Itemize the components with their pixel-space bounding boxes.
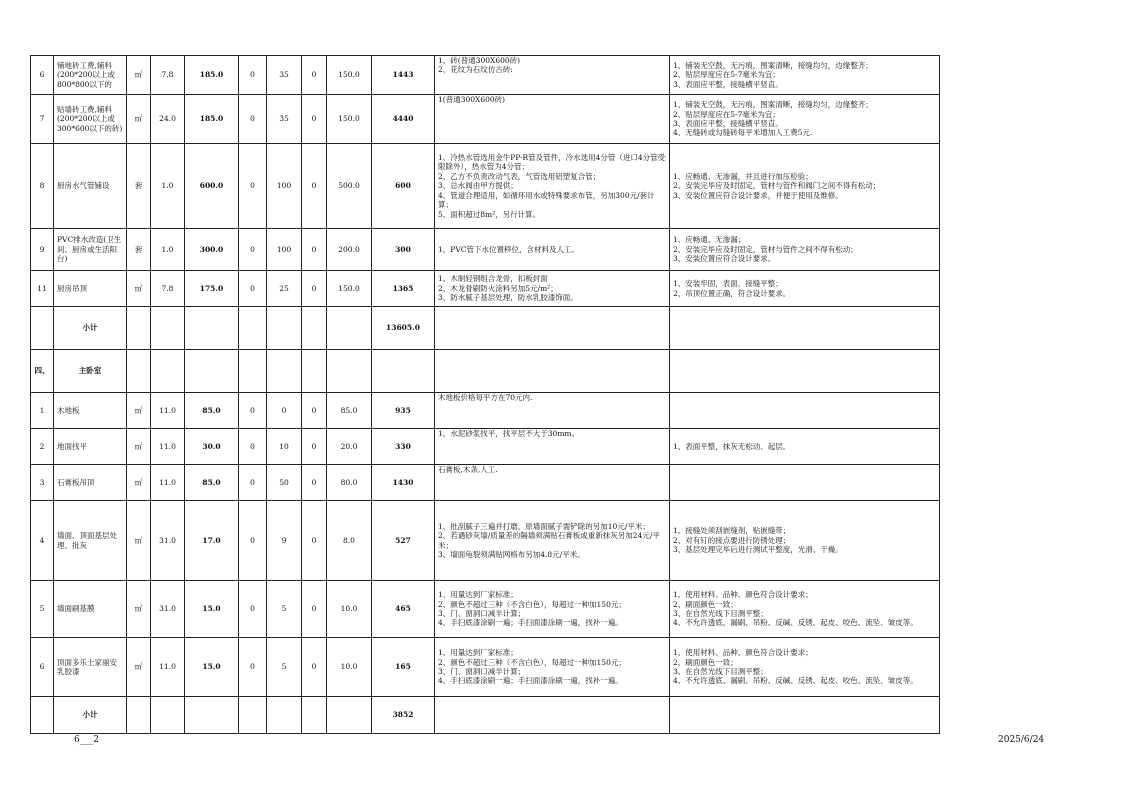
quality-standard: 1、使用材料、品种、颜色符合设计要求； 2、刷面颜色一致； 3、在自然光线下目测平整； 4、不允许透底、漏刷、吊粉、反碱、反锈、起皮、咬色、流坠、皱皮等。 xyxy=(670,581,940,638)
quantity-cell: 11.0 xyxy=(151,638,185,697)
cost-col-4: 150.0 xyxy=(327,56,372,95)
unit-price-cell: 600.0 xyxy=(185,144,239,229)
material-description: 1、水泥砂浆找平，找平层不大于30mm。 xyxy=(435,429,670,465)
unit-price-cell: 15.0 xyxy=(185,581,239,638)
blank-cell xyxy=(267,307,302,350)
subtotal-value: 13605.0 xyxy=(372,307,435,350)
cost-col-2: 35 xyxy=(267,56,302,95)
item-name: 墙面、顶面基层处理、批灰 xyxy=(54,501,127,581)
item-name: 木地板 xyxy=(54,393,127,429)
quality-standard: 1、铺装无空鼓，无污痕，图案清晰，接缝均匀，边缘整齐； 2、贴层厚度应在5-7毫米为宜； 3、表面应平整，接缝横平竖直。 xyxy=(670,56,940,95)
blank-cell xyxy=(267,350,302,393)
unit-cell: ㎡ xyxy=(127,429,151,465)
item-name: 厨房吊顶 xyxy=(54,271,127,307)
table-row xyxy=(31,638,940,697)
print-date: 2025/6/24 xyxy=(998,735,1045,745)
quality-standard: 1、表面平整，抹灰无松动、起层。 xyxy=(670,429,940,465)
row-number: 6 xyxy=(31,638,54,697)
unit-price-cell: 185.0 xyxy=(185,95,239,144)
section-title: 主卧室 xyxy=(54,350,127,393)
blank-cell xyxy=(435,350,670,393)
cost-col-4: 10.0 xyxy=(327,581,372,638)
table-row xyxy=(31,56,940,95)
item-name: 地面找平 xyxy=(54,429,127,465)
quality-standard: 1、应畅通、无渗漏； 2、安装完毕应及时固定，管材与管件之间不得有松动； 3、安装位置应符合设计要求。 xyxy=(670,229,940,271)
subtotal-label: 小计 xyxy=(54,307,127,350)
cost-col-2: 25 xyxy=(267,271,302,307)
total-cell: 330 xyxy=(372,429,435,465)
row-number: 9 xyxy=(31,229,54,271)
quantity-cell: 24.0 xyxy=(151,95,185,144)
quantity-cell: 1.0 xyxy=(151,144,185,229)
table-row xyxy=(31,229,940,271)
cost-col-3: 0 xyxy=(302,429,327,465)
row-number: 8 xyxy=(31,144,54,229)
total-cell: 300 xyxy=(372,229,435,271)
quality-standard: 1、应畅通、无渗漏，并且进行加压检验； 2、安装完毕应及时固定，管材与管件和阀门之间不得有松动； 3、安装位置应符合设计要求，并便于使用及维修。 xyxy=(670,144,940,229)
unit-price-cell: 15.0 xyxy=(185,638,239,697)
quality-standard xyxy=(670,465,940,501)
quantity-cell: 7.8 xyxy=(151,271,185,307)
cost-col-4: 20.0 xyxy=(327,429,372,465)
section-number: 四、 xyxy=(31,350,54,393)
material-description: 1(普通300X600砖) xyxy=(435,95,670,144)
quantity-cell: 11.0 xyxy=(151,465,185,501)
blank-cell xyxy=(670,350,940,393)
cost-col-1: 0 xyxy=(239,638,267,697)
blank-cell xyxy=(372,350,435,393)
blank-cell xyxy=(435,307,670,350)
quality-standard: 1、安装牢固，表面、接缝平整； 2、吊顶位置正确，符合设计要求。 xyxy=(670,271,940,307)
item-name: 厨房水气管铺设 xyxy=(54,144,127,229)
cost-col-2: 10 xyxy=(267,429,302,465)
row-number: 1 xyxy=(31,393,54,429)
blank-cell xyxy=(151,307,185,350)
cost-col-3: 0 xyxy=(302,144,327,229)
unit-cell: 套 xyxy=(127,229,151,271)
subtotal-value: 3852 xyxy=(372,697,435,734)
unit-cell: ㎡ xyxy=(127,465,151,501)
cost-col-1: 0 xyxy=(239,465,267,501)
material-description: 1、冷热水管选用金牛PP-R管及管件，冷水选用4分管（进口4分管受限除外），热水管为4分管； 2、乙方不负责改动气表，气管选用铝塑复合管； 3、总水阀由甲方提供； 4、管道合理适用，如循环用水或特殊要求布管，另加300元/套计算； 5、面积超过8m²，另行计算。 xyxy=(435,144,670,229)
cost-col-1: 0 xyxy=(239,393,267,429)
row-number: 7 xyxy=(31,95,54,144)
row-number: 6 xyxy=(31,56,54,95)
blank-cell xyxy=(185,697,239,734)
blank-cell xyxy=(327,350,372,393)
blank-cell xyxy=(239,350,267,393)
total-cell: 1430 xyxy=(372,465,435,501)
material-description: 石膏板,木条,人工. xyxy=(435,465,670,501)
subtotal-row xyxy=(31,697,940,734)
blank-cell xyxy=(127,697,151,734)
quantity-cell: 31.0 xyxy=(151,581,185,638)
table-row xyxy=(31,501,940,581)
cost-col-3: 0 xyxy=(302,271,327,307)
cost-col-3: 0 xyxy=(302,95,327,144)
page-number: 6___2 xyxy=(74,735,99,745)
blank-cell xyxy=(239,697,267,734)
cost-col-2: 50 xyxy=(267,465,302,501)
blank-cell xyxy=(151,697,185,734)
cost-col-2: 5 xyxy=(267,638,302,697)
cost-col-2: 100 xyxy=(267,229,302,271)
unit-price-cell: 85.0 xyxy=(185,393,239,429)
quantity-cell: 11.0 xyxy=(151,429,185,465)
quotation-table xyxy=(30,55,940,734)
cost-col-1: 0 xyxy=(239,581,267,638)
cost-col-1: 0 xyxy=(239,95,267,144)
cost-col-3: 0 xyxy=(302,229,327,271)
table-row xyxy=(31,271,940,307)
row-number: 2 xyxy=(31,429,54,465)
blank-cell xyxy=(127,307,151,350)
section-row xyxy=(31,350,940,393)
cost-col-4: 10.0 xyxy=(327,638,372,697)
material-description: 1、批刮腻子三遍并打磨，原墙面腻子需铲除的另加10元/平米； 2、若遇砂灰墙/质量差的隔墙须满贴石膏板或重新抹灰另加24元/平米； 3、墙面龟裂须满贴网格布另加4.8元/平米。 xyxy=(435,501,670,581)
unit-cell: ㎡ xyxy=(127,581,151,638)
cost-col-3: 0 xyxy=(302,581,327,638)
unit-cell: ㎡ xyxy=(127,271,151,307)
item-name: 墙面刷基膜 xyxy=(54,581,127,638)
item-name: 石膏板吊顶 xyxy=(54,465,127,501)
cost-col-3: 0 xyxy=(302,56,327,95)
unit-price-cell: 30.0 xyxy=(185,429,239,465)
total-cell: 1365 xyxy=(372,271,435,307)
total-cell: 165 xyxy=(372,638,435,697)
unit-cell: ㎡ xyxy=(127,393,151,429)
blank-cell xyxy=(670,697,940,734)
quality-standard xyxy=(670,393,940,429)
blank-cell xyxy=(302,697,327,734)
blank-cell xyxy=(302,307,327,350)
total-cell: 527 xyxy=(372,501,435,581)
quantity-cell: 7.8 xyxy=(151,56,185,95)
unit-cell: ㎡ xyxy=(127,56,151,95)
unit-cell: ㎡ xyxy=(127,501,151,581)
quantity-cell: 11.0 xyxy=(151,393,185,429)
cost-col-1: 0 xyxy=(239,144,267,229)
row-number: 3 xyxy=(31,465,54,501)
quality-standard: 1、铺装无空鼓，无污痕，图案清晰，接缝均匀，边缘整齐； 2、贴层厚度应在5-7毫米为宜； 3、表面应平整，接缝横平竖直。 4、无缝砖或勾缝砖每平米增加人工费5元. xyxy=(670,95,940,144)
table-row xyxy=(31,393,940,429)
unit-cell: 套 xyxy=(127,144,151,229)
cost-col-1: 0 xyxy=(239,271,267,307)
cost-col-2: 100 xyxy=(267,144,302,229)
cost-col-4: 500.0 xyxy=(327,144,372,229)
material-description: 1、木制轻钢组合龙骨，扣板封面 2、木龙骨刷防火涂料另加5元/m²； 3、防水腻子基层处理，防水乳胶漆饰面。 xyxy=(435,271,670,307)
unit-price-cell: 175.0 xyxy=(185,271,239,307)
table-row xyxy=(31,95,940,144)
cost-col-4: 85.0 xyxy=(327,393,372,429)
quality-standard: 1、使用材料、品种、颜色符合设计要求； 2、刷面颜色一致； 3、在自然光线下目测平整； 4、不允许透底、漏刷、吊粉、反碱、反锈、起皮、咬色、流坠、皱皮等。 xyxy=(670,638,940,697)
row-number: 5 xyxy=(31,581,54,638)
table-row xyxy=(31,581,940,638)
blank-cell xyxy=(302,350,327,393)
table-row xyxy=(31,429,940,465)
total-cell: 4440 xyxy=(372,95,435,144)
total-cell: 935 xyxy=(372,393,435,429)
table-row xyxy=(31,144,940,229)
blank-cell xyxy=(435,697,670,734)
blank-cell xyxy=(670,307,940,350)
quantity-cell: 1.0 xyxy=(151,229,185,271)
unit-price-cell: 85.0 xyxy=(185,465,239,501)
quantity-cell: 31.0 xyxy=(151,501,185,581)
material-description: 1、PVC管下水位置移位，含材料及人工。 xyxy=(435,229,670,271)
blank-cell xyxy=(185,350,239,393)
cost-col-4: 150.0 xyxy=(327,271,372,307)
unit-cell: ㎡ xyxy=(127,638,151,697)
row-number: 11 xyxy=(31,271,54,307)
blank-cell xyxy=(185,307,239,350)
cost-col-3: 0 xyxy=(302,638,327,697)
material-description: 木地板价格每平方在70元内. xyxy=(435,393,670,429)
total-cell: 465 xyxy=(372,581,435,638)
unit-price-cell: 300.0 xyxy=(185,229,239,271)
table-row xyxy=(31,465,940,501)
blank-cell xyxy=(327,697,372,734)
cost-col-2: 35 xyxy=(267,95,302,144)
cost-col-2: 5 xyxy=(267,581,302,638)
unit-price-cell: 17.0 xyxy=(185,501,239,581)
blank-cell xyxy=(239,307,267,350)
cost-col-4: 8.0 xyxy=(327,501,372,581)
cost-col-3: 0 xyxy=(302,393,327,429)
blank-cell xyxy=(31,697,54,734)
quality-standard: 1、接缝处须刮嵌缝剂，贴嵌缝带； 2、对有钉的接点要进行防锈处理； 3、基层处理完毕后进行测试平整度，光滑、干燥。 xyxy=(670,501,940,581)
cost-col-1: 0 xyxy=(239,56,267,95)
material-description: 1、用量达到厂家标准； 2、颜色不超过三种（不含白色），每超过一种加150元； 3、门、窗洞口减半计算； 4、手扫底漆涂刷一遍；手扫面漆涂刷一遍，找补一遍。 xyxy=(435,581,670,638)
cost-col-2: 0 xyxy=(267,393,302,429)
cost-col-2: 9 xyxy=(267,501,302,581)
blank-cell xyxy=(127,350,151,393)
cost-col-3: 0 xyxy=(302,501,327,581)
total-cell: 1443 xyxy=(372,56,435,95)
blank-cell xyxy=(151,350,185,393)
item-name: PVC排水改造(卫生间、厨房或生活阳台) xyxy=(54,229,127,271)
item-name: 贴墙砖工费,辅料(200*200以上或300*600以下的砖) xyxy=(54,95,127,144)
blank-cell xyxy=(31,307,54,350)
blank-cell xyxy=(267,697,302,734)
unit-cell: ㎡ xyxy=(127,95,151,144)
row-number: 4 xyxy=(31,501,54,581)
cost-col-4: 80.0 xyxy=(327,465,372,501)
cost-col-1: 0 xyxy=(239,501,267,581)
cost-col-4: 200.0 xyxy=(327,229,372,271)
material-description: 1、砖(普通300X600砖) 2、花纹为石纹仿古砖: xyxy=(435,56,670,95)
subtotal-label: 小计 xyxy=(54,697,127,734)
cost-col-1: 0 xyxy=(239,229,267,271)
cost-col-4: 150.0 xyxy=(327,95,372,144)
material-description: 1、用量达到厂家标准； 2、颜色不超过三种（不含白色），每超过一种加150元； 3、门、窗洞口减半计算； 4、手扫底漆涂刷一遍；手扫面漆涂刷一遍，找补一遍。 xyxy=(435,638,670,697)
unit-price-cell: 185.0 xyxy=(185,56,239,95)
total-cell: 600 xyxy=(372,144,435,229)
item-name: 铺地砖工费,辅料(200*200以上或800*800以下的 xyxy=(54,56,127,95)
blank-cell xyxy=(327,307,372,350)
item-name: 顶面多乐士家丽安乳胶漆 xyxy=(54,638,127,697)
cost-col-1: 0 xyxy=(239,429,267,465)
cost-col-3: 0 xyxy=(302,465,327,501)
subtotal-row xyxy=(31,307,940,350)
